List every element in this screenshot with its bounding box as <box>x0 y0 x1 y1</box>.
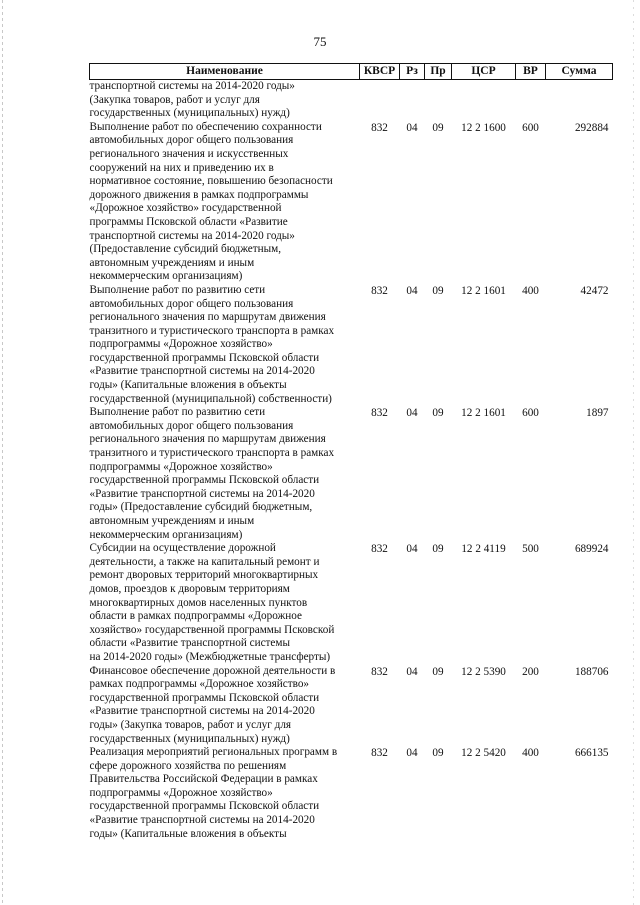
row-name-line: государственной программы Псковской области <box>89 474 320 487</box>
table-row <box>90 746 613 841</box>
row-name-line: «Дорожное хозяйство» государственной <box>89 202 282 215</box>
row-name-line: автомобильных дорог общего пользования <box>89 419 294 432</box>
row-pr <box>425 80 452 121</box>
table-row <box>90 284 613 406</box>
row-kvsr: 832 <box>371 747 388 760</box>
row-sum <box>546 80 613 121</box>
row-name-line: регионального значения и искусственных <box>89 147 289 160</box>
row-name-line: области «Развитие транспортной системы <box>89 637 290 650</box>
row-pr: 09 <box>432 407 444 420</box>
row-name-line: Выполнение работ по обеспечению сохранности <box>89 120 322 133</box>
row-csr: 12 2 1600 <box>461 121 506 134</box>
page-number: 75 <box>313 34 327 49</box>
row-kvsr <box>360 80 400 121</box>
row-name-line: годы» (Капитальные вложения в объекты <box>89 379 287 392</box>
row-name <box>90 284 360 406</box>
row-vr: 600 <box>522 121 539 134</box>
row-name-line: автономным учреждениям и иным <box>89 256 255 269</box>
row-name-line: многоквартирных домов населенных пунктов <box>89 596 308 609</box>
row-name-line: государственной программы Псковской области <box>89 691 320 704</box>
row-name-line: государственной (муниципальной) собственности) <box>89 392 332 405</box>
row-name-line: рамках подпрограммы «Дорожное хозяйство» <box>89 678 310 691</box>
row-pr: 09 <box>432 665 444 678</box>
table-header-row <box>90 64 613 80</box>
header-rz: Рз <box>400 64 425 80</box>
header-csr: ЦСР <box>452 64 516 80</box>
table-row <box>90 121 613 284</box>
row-name-line: области в рамках подпрограммы «Дорожное <box>89 610 302 623</box>
row-name-line: подпрограммы «Дорожное хозяйство» <box>89 338 273 351</box>
table-row <box>90 542 613 664</box>
row-name-line: годы» (Предоставление субсидий бюджетным, <box>89 501 313 514</box>
row-kvsr: 832 <box>371 121 388 134</box>
header-vr: ВР <box>516 64 546 80</box>
row-vr: 500 <box>522 543 539 556</box>
row-name-line: подпрограммы «Дорожное хозяйство» <box>89 460 273 473</box>
row-name-line: домов, проездов к дворовым территориям <box>89 582 290 595</box>
row-name-line: Выполнение работ по развитию сети <box>89 283 266 296</box>
row-name-line: автомобильных дорог общего пользования <box>89 134 294 147</box>
row-name-line: нормативное состояние, повышению безопасности <box>89 175 333 188</box>
row-name-line: Субсидии на осуществление дорожной <box>89 542 276 555</box>
row-name-line: некоммерческим организациям) <box>89 270 243 283</box>
row-vr: 600 <box>522 407 539 420</box>
row-pr: 09 <box>432 121 444 134</box>
row-vr: 400 <box>522 284 539 297</box>
row-name-line: сфере дорожного хозяйства по решениям <box>89 759 287 772</box>
row-vr: 400 <box>522 747 539 760</box>
scan-edge-left <box>2 0 3 905</box>
header-kvsr: КВСР <box>360 64 400 80</box>
row-name-line: годы» (Капитальные вложения в объекты <box>89 827 287 840</box>
row-name-line: (Закупка товаров, работ и услуг для <box>89 93 260 106</box>
row-name-line: деятельности, а также на капитальный ремонт и <box>89 555 320 568</box>
row-name <box>90 542 360 664</box>
row-name-line: программы Псковской области «Развитие <box>89 215 288 228</box>
row-name-line: сооружений на них и приведению их в <box>89 161 274 174</box>
table-row <box>90 665 613 747</box>
row-name-line: «Развитие транспортной системы на 2014-2020 <box>89 365 315 378</box>
row-name-line: подпрограммы «Дорожное хозяйство» <box>89 786 273 799</box>
row-name <box>90 406 360 542</box>
row-name-line: транзитного и туристического транспорта в рамках <box>89 324 335 337</box>
row-pr: 09 <box>432 284 444 297</box>
row-sum: 188706 <box>574 665 609 678</box>
table-row <box>90 406 613 542</box>
row-name-line: дорожного движения в рамках подпрограммы <box>89 188 309 201</box>
row-sum: 42472 <box>580 284 609 297</box>
scan-edge-right <box>633 0 634 905</box>
row-name-line: регионального значения по маршрутам движения <box>89 433 326 446</box>
row-pr: 09 <box>432 543 444 556</box>
row-name-line: государственной программы Псковской области <box>89 351 320 364</box>
row-name <box>90 80 360 121</box>
table-body <box>90 80 613 842</box>
row-rz: 04 <box>406 543 418 556</box>
row-kvsr: 832 <box>371 665 388 678</box>
row-name <box>90 121 360 284</box>
row-csr: 12 2 1601 <box>461 407 506 420</box>
row-name-line: транзитного и туристического транспорта в рамках <box>89 447 335 460</box>
row-name-line: на 2014-2020 годы» (Межбюджетные трансферты) <box>89 650 331 663</box>
row-csr <box>452 80 516 121</box>
row-csr: 12 2 1601 <box>461 284 506 297</box>
row-rz: 04 <box>406 284 418 297</box>
row-sum: 1897 <box>586 407 609 420</box>
row-name-line: некоммерческим организациям) <box>89 528 243 541</box>
table-row <box>90 80 613 121</box>
row-vr <box>516 80 546 121</box>
header-pr: Пр <box>425 64 452 80</box>
row-csr: 12 2 5390 <box>461 665 506 678</box>
row-name-line: Правительства Российской Федерации в рамках <box>89 773 318 786</box>
header-name: Наименование <box>90 64 360 80</box>
row-name-line: государственных (муниципальных) нужд) <box>89 732 290 745</box>
row-name-line: Финансовое обеспечение дорожной деятельности в <box>89 664 336 677</box>
row-sum: 666135 <box>574 747 609 760</box>
row-name-line: государственной программы Псковской области <box>89 800 320 813</box>
row-name-line: транспортной системы на 2014-2020 годы» <box>89 80 295 92</box>
header-sum: Сумма <box>546 64 613 80</box>
row-sum: 292884 <box>574 121 609 134</box>
row-name-line: «Развитие транспортной системы на 2014-2020 <box>89 487 315 500</box>
row-rz: 04 <box>406 121 418 134</box>
row-pr: 09 <box>432 747 444 760</box>
row-csr: 12 2 5420 <box>461 747 506 760</box>
row-name-line: автономным учреждениям и иным <box>89 515 255 527</box>
row-name-line: автомобильных дорог общего пользования <box>89 297 294 310</box>
row-name-line: годы» (Закупка товаров, работ и услуг для <box>89 718 292 731</box>
row-name-line: транспортной системы на 2014-2020 годы» <box>89 229 295 242</box>
row-name-line: Реализация мероприятий региональных программ в <box>89 746 338 759</box>
row-vr: 200 <box>522 665 539 678</box>
row-name <box>90 665 360 747</box>
row-rz: 04 <box>406 747 418 760</box>
budget-table <box>89 63 613 841</box>
row-name-line: «Развитие транспортной системы на 2014-2020 <box>89 705 315 718</box>
row-sum: 689924 <box>574 543 609 556</box>
row-name <box>90 746 360 841</box>
row-kvsr: 832 <box>371 284 388 297</box>
row-name-line: ремонт дворовых территорий многоквартирных <box>89 569 319 582</box>
row-name-line: Выполнение работ по развитию сети <box>89 406 266 419</box>
row-name-line: хозяйство» государственной программы Псковской <box>89 623 335 636</box>
row-rz: 04 <box>406 407 418 420</box>
row-name-line: государственных (муниципальных) нужд) <box>89 107 290 120</box>
row-rz <box>400 80 425 121</box>
row-csr: 12 2 4119 <box>461 543 506 556</box>
row-kvsr: 832 <box>371 407 388 420</box>
row-kvsr: 832 <box>371 543 388 556</box>
row-name-line: «Развитие транспортной системы на 2014-2020 <box>89 814 315 827</box>
row-rz: 04 <box>406 665 418 678</box>
row-name-line: (Предоставление субсидий бюджетным, <box>89 243 282 256</box>
row-name-line: регионального значения по маршрутам движения <box>89 311 326 324</box>
